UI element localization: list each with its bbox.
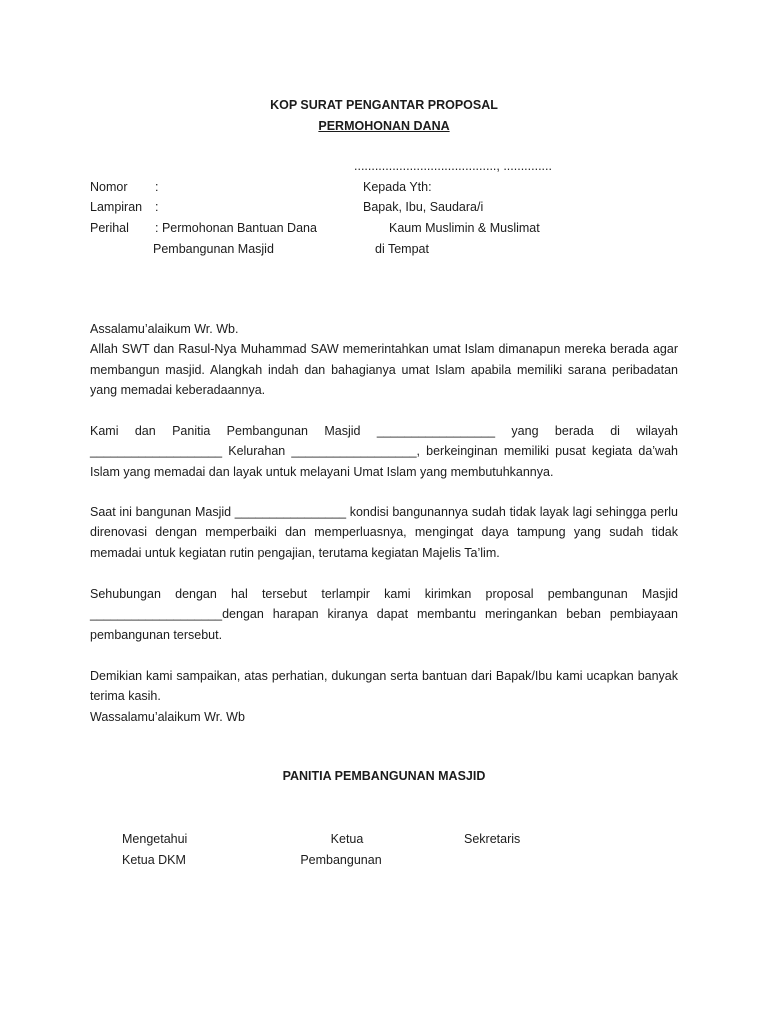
paragraph-line: Sehubungan dengan hal tersebut terlampir kami kirimkan proposal pembangunan Masjid [90,587,678,601]
perihal-label: Perihal [90,221,129,235]
signature-sekretaris: Sekretaris [464,832,521,846]
paragraph-line: Islam yang memadai dan layak untuk melayani Umat Islam yang membutuhkannya. [90,464,554,479]
perihal-value-2: Pembangunan Masjid [153,242,274,256]
paragraph-line: Saat ini bangunan Masjid ________________ kondisi bangunannya sudah tidak layak lagi sehingga perlu [90,505,678,519]
date-line: ........................................., .............. [354,159,552,173]
paragraph-line: Demikian kami sampaikan, atas perhatian, dukungan serta bantuan dari Bapak/Ibu kami ucapkan banyak [90,669,678,683]
nomor-label: Nomor [90,180,128,194]
signature-pembangunan: Pembangunan [300,853,382,867]
letter-title: KOP SURAT PENGANTAR PROPOSAL [270,98,498,112]
paragraph-closing [90,666,678,727]
signature-ketua: Ketua [330,832,364,846]
letter-subtitle-text: PERMOHONAN DANA [318,119,450,133]
paragraph-line: terima kasih. [90,689,161,704]
perihal-value: : Permohonan Bantuan Dana [155,221,317,235]
paragraph-line: yang memadai keberadaannya. [90,383,266,398]
lampiran-label: Lampiran [90,200,143,214]
recipient-line-4: di Tempat [375,242,429,256]
committee-heading: PANITIA PEMBANGUNAN MASJID [282,769,486,783]
greeting: Assalamu’alaikum Wr. Wb. [90,322,239,336]
paragraph-opening [90,319,678,401]
paragraph-line: ___________________ Kelurahan __________________, berkeinginan memiliki pusat kegiata da’wah [90,444,678,459]
letter-subtitle [0,118,768,134]
recipient-line-3: Kaum Muslimin & Muslimat [389,221,540,235]
paragraph-committee [90,421,678,482]
paragraph-line: Allah SWT dan Rasul-Nya Muhammad SAW memerintahkan umat Islam dimanapun mereka berada agar [90,342,678,357]
closing-greeting: Wassalamu’alaikum Wr. Wb [90,709,245,724]
signature-mengetahui: Mengetahui [122,832,188,846]
recipient-line-2: Bapak, Ibu, Saudara/i [363,200,484,214]
paragraph-line: memadai untuk kegiatan rutin pengajian, terutama kegiatan Majelis Ta’lim. [90,545,500,560]
lampiran-colon: : [155,200,159,214]
paragraph-line: direnovasi dengan memperbaiki dan memperluasnya, mengingat daya tampung yang sudah tidak [90,525,678,540]
paragraph-line: membangun masjid. Alangkah indah dan bahagianya umat Islam apabila memiliki sarana peribadatan [90,362,678,377]
paragraph-condition [90,502,678,563]
nomor-colon: : [155,180,159,194]
paragraph-line: pembangunan tersebut. [90,627,223,642]
paragraph-line: ___________________dengan harapan kiranya dapat membantu meringankan beban pembiayaan [90,607,678,622]
paragraph-line: Kami dan Panitia Pembangunan Masjid _________________ yang berada di wilayah [90,424,678,438]
recipient-line-1: Kepada Yth: [363,180,432,194]
paragraph-proposal [90,584,678,645]
signature-ketua-dkm: Ketua DKM [122,853,186,867]
